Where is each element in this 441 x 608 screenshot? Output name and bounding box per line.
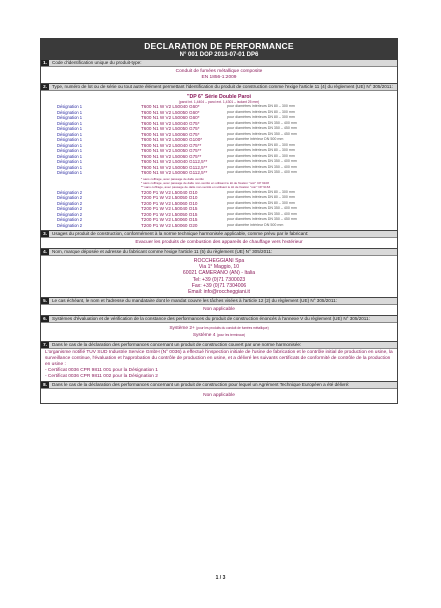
diameter-range: pour diamètres intérieurs DN 80 – 300 mm bbox=[227, 104, 295, 108]
footnote: * sans coffrage, avec passage de dalle ventilé bbox=[141, 176, 204, 181]
designation-label: Désignation 2 bbox=[57, 211, 83, 217]
section-3 bbox=[40, 231, 398, 249]
diameter-range: pour diamètres intérieurs DN 80 – 300 mm bbox=[227, 200, 295, 205]
product-code: T600 N1 W V2 L50060 G75* bbox=[141, 131, 200, 137]
product-code: T600 N1 W V2 L50040 G75* bbox=[141, 120, 200, 126]
designation-label: Désignation 1 bbox=[57, 109, 83, 115]
designation-label: Désignation 1 bbox=[57, 104, 83, 109]
representative-answer: Non applicable bbox=[203, 307, 235, 313]
product-code: T600 N1 W V2 L50050 G112,5** bbox=[141, 164, 208, 170]
section-7 bbox=[40, 342, 398, 382]
product-code: T600 N1 W V2 L50040 G60* bbox=[141, 104, 200, 109]
manufacturer-address bbox=[41, 256, 397, 297]
diameter-range: pour diamètres intérieurs DN 350 – 450 mm bbox=[227, 131, 297, 136]
designation-label: Désignation 1 bbox=[57, 159, 83, 164]
diameter-range: pour diamètres intérieurs DN 350 – 450 mm bbox=[227, 126, 297, 130]
designation-label: Désignation 1 bbox=[57, 164, 83, 170]
section-2 bbox=[40, 84, 398, 231]
diameter-range: pour diamètres intérieurs DN 350 – 400 mm bbox=[227, 120, 297, 125]
designation-label: Désignation 1 bbox=[57, 148, 83, 153]
system-label: Système 2+ bbox=[169, 326, 195, 332]
product-name: Conduit de fumées métallique composite bbox=[175, 69, 263, 74]
section-1 bbox=[40, 60, 398, 84]
system-note: (pour les produits du conduit de fumées métallique) bbox=[196, 326, 269, 331]
diameter-range: pour diamètres intérieurs DN 350 – 400 mm bbox=[227, 211, 297, 216]
section-question: Dans le cas de la déclaration des performances concernant un produit de construction couvert par une norme harmonisée: bbox=[52, 342, 302, 348]
section-4 bbox=[40, 249, 398, 298]
intended-use: Evacuer les produits de combustion des appareils de chauffage vers l'extérieur bbox=[135, 240, 303, 245]
notified-body-text: L'organisme notifié TUV SUD Industrie Service GmbH (N° 0036) a effectué l'inspection initiale de l'usine de fabrication et le contrôle initial de production en usine, la surveillance continue, l'évaluation et l'approbation du contrôle de production en usine, et a délivré les suivants certificats de conformité de contrôle de la production en usine : bbox=[45, 350, 393, 368]
designation-label: Désignation 2 bbox=[57, 217, 83, 222]
section-question: Dans le cas de la déclaration des performances concernant un produit de construction pour lequel un Agrément Technique Européen a été délivré: bbox=[52, 382, 350, 388]
footnote: * sans coffrage, avec passage de dalle non-ventilé en utilisant le kit de fixation "noir" CP 9108 bbox=[141, 180, 269, 185]
section-number: 5. bbox=[41, 298, 49, 304]
series-title: "DP 6" Série Double Paroi bbox=[187, 94, 251, 100]
product-code: T200 P1 W V2 L50050 O15 bbox=[141, 211, 198, 217]
product-code: T600 N1 W V2 L50040 G112,5** bbox=[141, 159, 208, 164]
product-code: T600 N1 W V2 L50060 G100* bbox=[141, 137, 203, 142]
eta-answer: Non applicable bbox=[203, 393, 235, 399]
diameter-range: pour diamètres intérieurs DN 80 – 300 mm bbox=[227, 115, 295, 119]
product-code: T600 N1 W V2 L50050 G60* bbox=[141, 109, 200, 115]
address-line: 60021 CAMERANO (AN) - Italia bbox=[182, 270, 256, 277]
designation-label: Désignation 2 bbox=[57, 195, 83, 200]
product-code: T600 N1 W V2 L50060 G112,5** bbox=[141, 170, 208, 175]
section-number: 4. bbox=[41, 249, 49, 255]
designation-label: Désignation 1 bbox=[57, 126, 83, 131]
section-number: 8. bbox=[41, 382, 49, 388]
footnote: ** sans coffrage, avec passage de dalle non-ventilé en utilisant le kit de fixation "noir" CP 9163 bbox=[141, 184, 271, 189]
product-code: T200 P1 W V2 L50050 O10 bbox=[141, 195, 198, 200]
diameter-range: pour diamètres intérieurs DN 80 – 300 mm bbox=[227, 109, 295, 114]
section-5 bbox=[40, 298, 398, 316]
fax: Fax: +39 (0)71 7304006 bbox=[191, 282, 247, 289]
product-code: T600 N1 W V2 L50050 G75* bbox=[141, 126, 200, 131]
product-code: T600 N1 W V2 L50060 G60* bbox=[141, 115, 200, 120]
product-code: T200 P1 W V2 L50040 O15 bbox=[141, 206, 198, 211]
document-title: DECLARATION DE PERFORMANCE bbox=[144, 41, 294, 51]
product-standard: EN 1856-1:2009 bbox=[201, 75, 237, 80]
section-number: 6. bbox=[41, 316, 49, 322]
designation-label: Désignation 1 bbox=[57, 137, 83, 142]
certificate-line: - Certificat 0036 CPR 9811 001 pour la Désignation 1 bbox=[45, 368, 158, 374]
page-number: 1 / 3 bbox=[215, 575, 226, 581]
diameter-range: pour diamètres intérieurs DN 80 – 300 mm bbox=[227, 148, 295, 152]
diameter-range: pour diamètres intérieurs DN 80 – 300 mm bbox=[227, 153, 295, 158]
series-subtitle: (paroi int. 1,4404 – paroi ext. 1,4301 – isolant 25 mm) bbox=[178, 100, 260, 104]
diameter-range: pour diamètres intérieurs DN 80 – 300 mm bbox=[227, 189, 295, 194]
diameter-range: pour diamètre intérieur DN 500 mm bbox=[227, 137, 284, 141]
designation-label: Désignation 1 bbox=[57, 131, 83, 137]
product-code: T600 N1 W V2 L50050 G75** bbox=[141, 148, 202, 153]
section-6 bbox=[40, 316, 398, 342]
section-8 bbox=[40, 382, 398, 404]
designation-1-list bbox=[41, 104, 397, 176]
diameter-range: pour diamètres intérieurs DN 350 – 400 mm bbox=[227, 170, 297, 174]
product-code: T600 N1 W V2 L50040 G75** bbox=[141, 142, 202, 148]
designation-label: Désignation 1 bbox=[57, 120, 83, 126]
product-code: T200 P1 W V2 L50040 O10 bbox=[141, 189, 198, 195]
section-question: Nom, marque déposée et adresse du fabricant comme l'exige l'article 11 (5) du règlement (UE) N° 305/2011: bbox=[52, 249, 273, 254]
email: Email: info@roccheggiani.it bbox=[188, 289, 250, 296]
diameter-range: pour diamètres intérieurs DN 350 – 400 mm bbox=[227, 159, 297, 163]
declaration-sheet bbox=[40, 38, 398, 578]
diameter-range: pour diamètres intérieurs DN 350 – 400 mm bbox=[227, 164, 297, 169]
diameter-range: pour diamètre intérieur DN 500 mm bbox=[227, 222, 284, 227]
designation-label: Désignation 1 bbox=[57, 115, 83, 120]
certificate-line: - Certificat 0036 CPR 9811 002 pour la Désignation 2 bbox=[45, 374, 158, 380]
section-question: Type, numéro de lot ou de série ou tout autre élément permettant l'identification du produit de construction comme l'exige l'article 11 (4) du règlement (UE) N° 305/2011: bbox=[52, 84, 393, 89]
designation-label: Désignation 2 bbox=[57, 200, 83, 206]
system-note: (pour les terminaux) bbox=[216, 333, 246, 338]
product-code: T600 N1 W V2 L50060 G75** bbox=[141, 153, 202, 159]
diameter-range: pour diamètres intérieurs DN 350 – 400 mm bbox=[227, 206, 297, 210]
designation-label: Désignation 2 bbox=[57, 206, 83, 211]
phone: Tel: +39 (0)71 7300023 bbox=[192, 276, 246, 283]
section-number: 7. bbox=[41, 342, 49, 348]
address-line: Via 1° Maggio, 10 bbox=[198, 264, 240, 271]
designation-row bbox=[41, 223, 397, 229]
designation-row bbox=[41, 170, 397, 176]
section-question: Le cas échéant, le nom et l'adresse du mandataire dont le mandat couvre les tâches visées à l'article 12 (2) du règlement (UE) N° 305/2011: bbox=[52, 298, 337, 304]
section-number: 3. bbox=[41, 231, 49, 237]
section-number: 1. bbox=[41, 60, 49, 66]
designation-label: Désignation 2 bbox=[57, 222, 83, 228]
designation-2-list bbox=[41, 190, 397, 229]
manufacturer-name: ROCCHEGGIANI Spa bbox=[193, 258, 245, 264]
diameter-range: pour diamètres intérieurs DN 80 – 300 mm bbox=[227, 142, 295, 147]
section-question: Code d'identification unique du produit-type: bbox=[52, 60, 142, 65]
section-question: Usages du produit de construction, conformément à la norme technique harmonisée applicable, comme prévu par le fabricant: bbox=[52, 231, 309, 236]
diameter-range: pour diamètres intérieurs DN 80 – 300 mm bbox=[227, 195, 295, 199]
document-header bbox=[40, 38, 398, 60]
designation-label: Désignation 2 bbox=[57, 189, 83, 195]
product-code: T200 P1 W V2 L50060 O15 bbox=[141, 217, 198, 222]
section-question: Systèmes d'évaluation et de vérification de la constance des performances du produit de construction énoncés à l'annexe V du règlement (UE) N° 305/2011: bbox=[52, 316, 370, 322]
section-number: 2. bbox=[41, 84, 49, 90]
designation-label: Désignation 1 bbox=[57, 170, 83, 175]
designation-label: Désignation 1 bbox=[57, 153, 83, 159]
document-number: N° 001 DOP 2013-07-01 DP6 bbox=[179, 52, 259, 58]
product-code: T200 P1 W V2 L50060 O10 bbox=[141, 200, 198, 206]
designation-label: Désignation 1 bbox=[57, 142, 83, 148]
system-label: Système 4 bbox=[192, 333, 216, 339]
diameter-range: pour diamètres intérieurs DN 350 – 450 mm bbox=[227, 217, 297, 221]
product-code: T200 P1 W V2 L50060 O20 bbox=[141, 222, 198, 228]
